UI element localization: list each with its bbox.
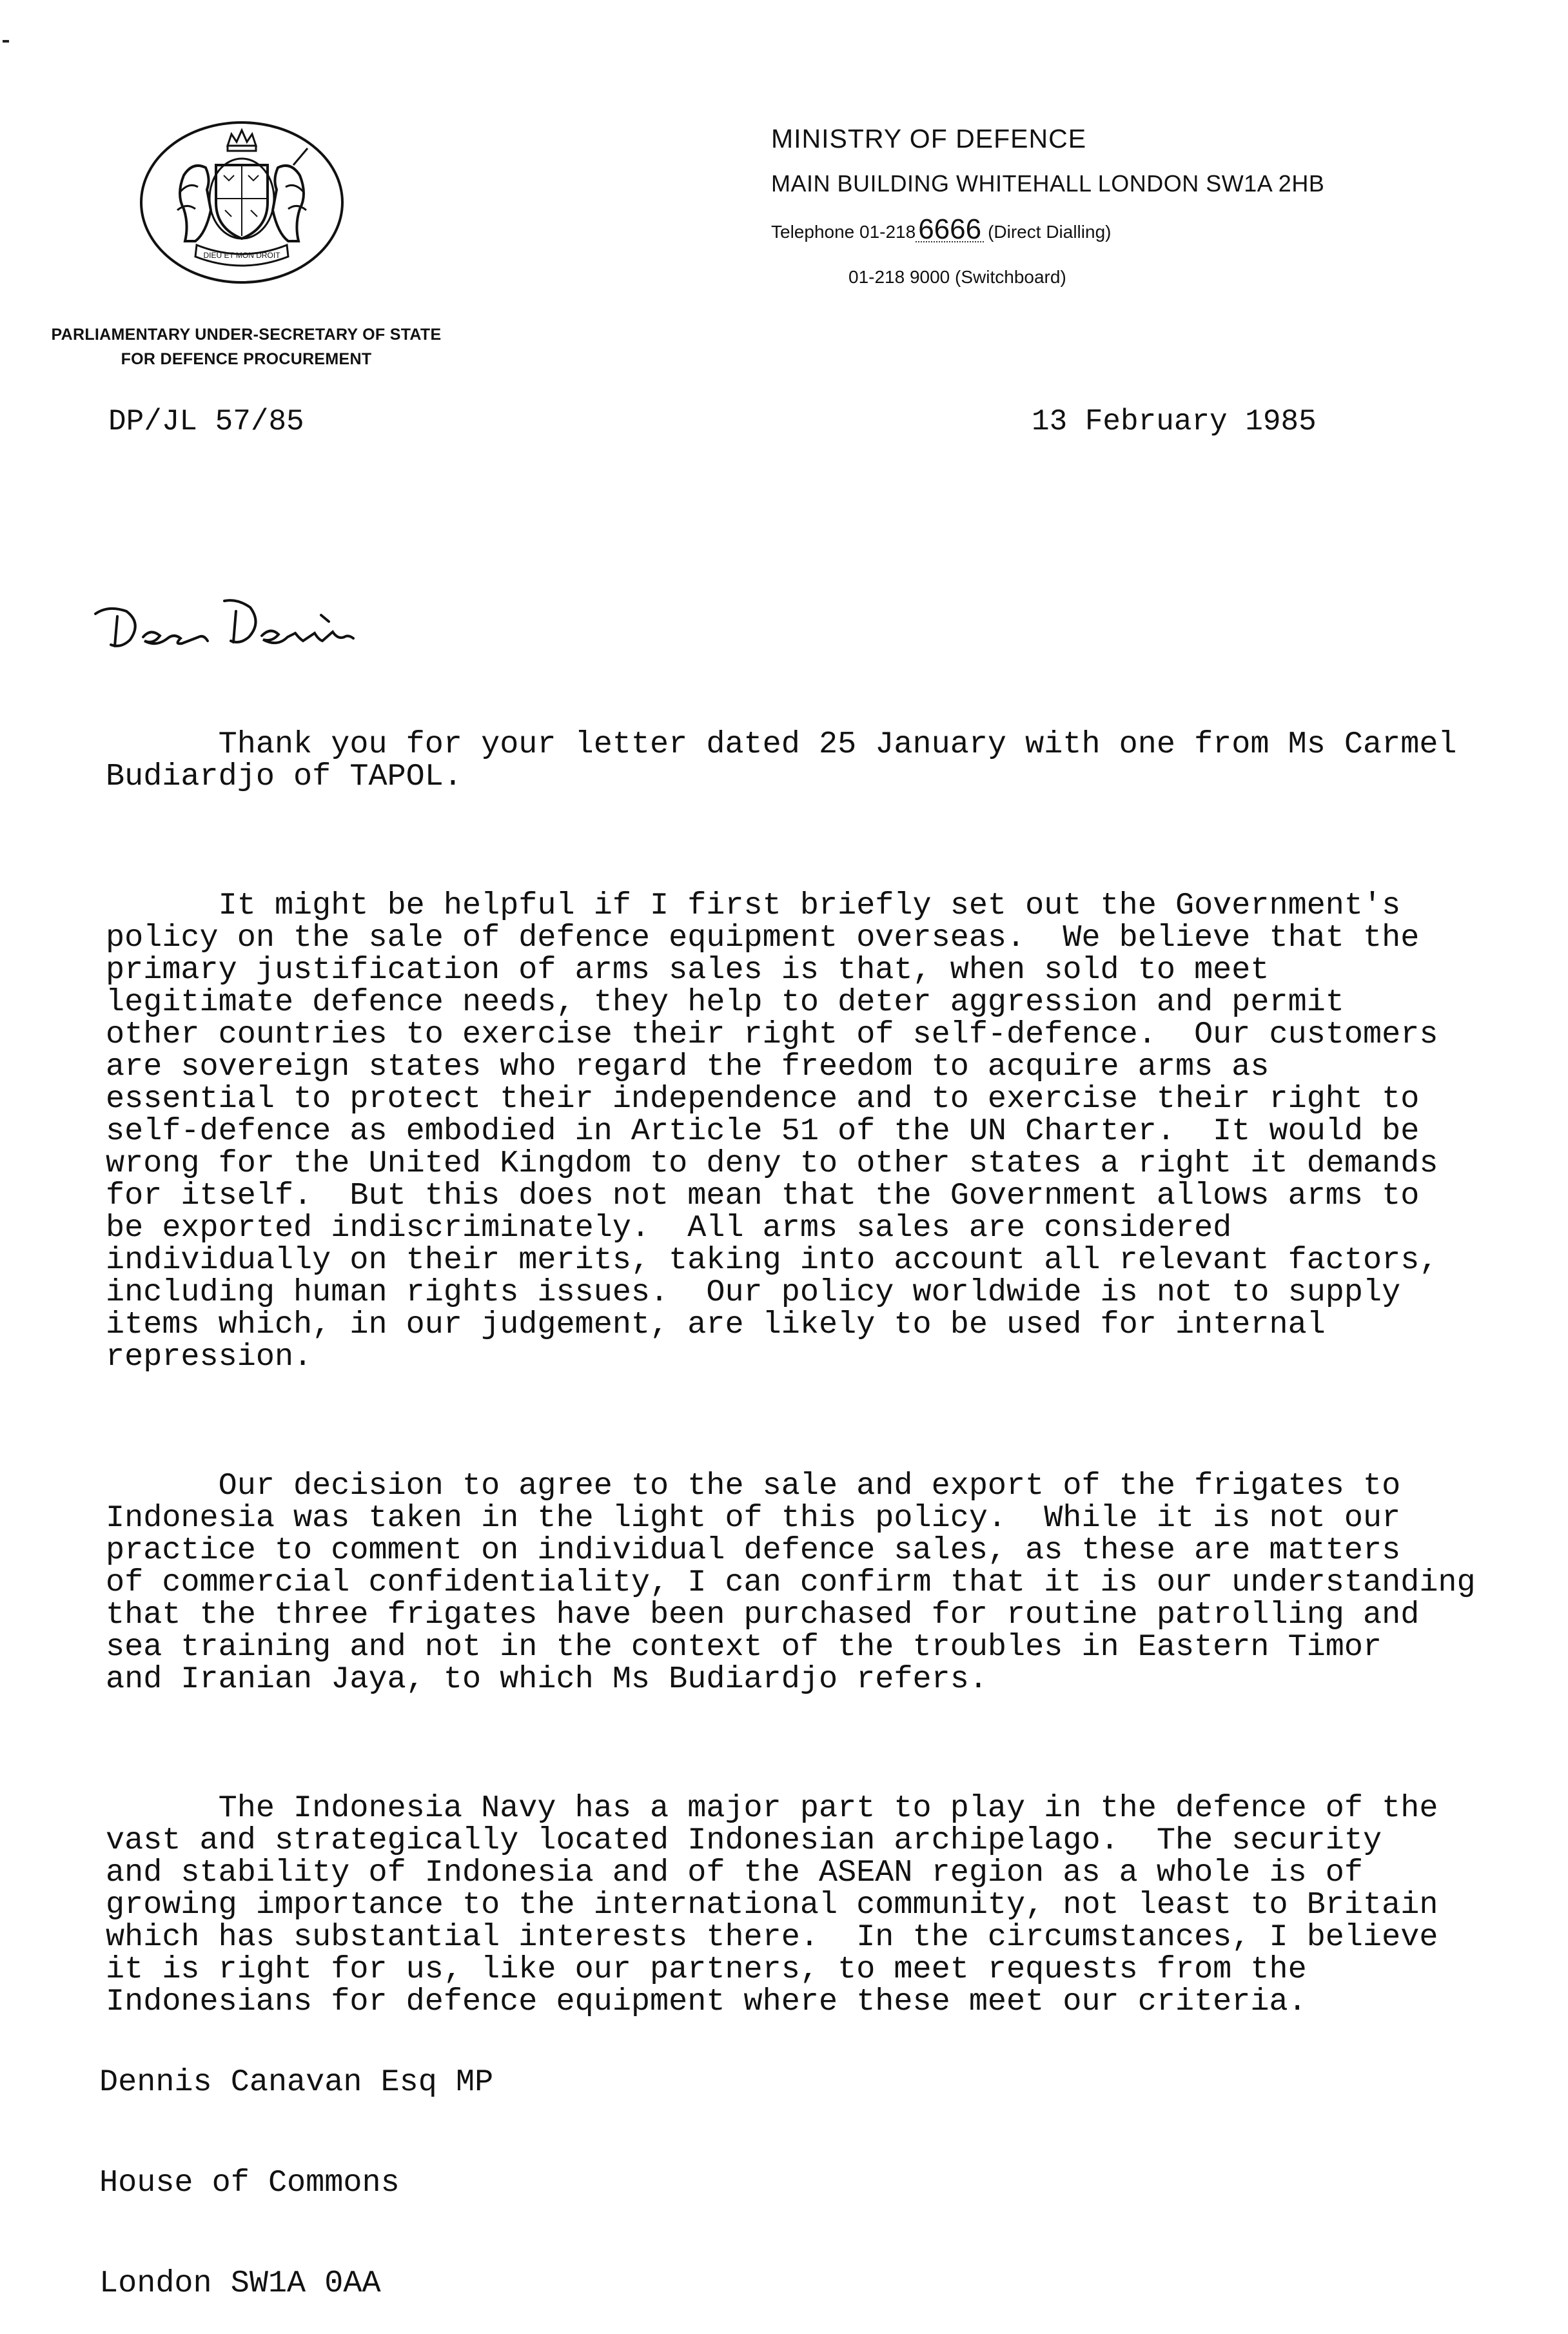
- crest-motto: DIEU ET MON DROIT: [203, 251, 280, 260]
- office-title-line2: FOR DEFENCE PROCUREMENT: [121, 350, 372, 368]
- paragraph-4: The Indonesia Navy has a major part to play in the defence of the vast and strategically located Indonesian archipelago. The security and stability of Indonesia and of the ASEAN region as a whole is of growing importance to the international community, not least to Britain which has substantial interests there. In the circumstances, I believe it is right for us, like our partners, to meet requests from the Indonesians for defence equipment where these meet our criteria.: [106, 1790, 1438, 2019]
- scan-mark: [3, 40, 9, 43]
- paragraph-2: It might be helpful if I first briefly set out the Government's policy on the sale of defence equipment overseas. We believe that the primary justification of arms sales is that, when sold to meet legitimate defence needs, they help to deter aggression and permit other countries to exercise their right of self-defence. Our customers are sovereign states who regard the freedom to acquire arms as essential to protect their independence and to exercise their right to self-defence as embodied in Article 51 of the UN Charter. It would be wrong for the United Kingdom to deny to other states a right it demands for itself. But this does not mean that the Government allows arms to be exported indiscriminately. All arms sales are considered individually on their merits, taking into account all relevant factors, including human rights issues. Our policy worldwide is not to supply items which, in our judgement, are likely to be used for internal repression.: [106, 888, 1438, 1375]
- reference-number: DP/JL 57/85: [108, 405, 304, 438]
- telephone-prefix: Telephone 01-218: [771, 222, 916, 242]
- telephone-line: [771, 213, 1112, 245]
- office-title-line1: PARLIAMENTARY UNDER-SECRETARY OF STATE: [51, 326, 442, 344]
- ministry-address: MAIN BUILDING WHITEHALL LONDON SW1A 2HB: [771, 170, 1325, 197]
- switchboard-number: 01-218 9000 (Switchboard): [848, 267, 1066, 287]
- telephone-suffix: (Direct Dialling): [988, 222, 1112, 242]
- recipient-line-3: London SW1A 0AA: [99, 2266, 381, 2301]
- recipient-line-1: Dennis Canavan Esq MP: [99, 2064, 494, 2100]
- royal-coat-of-arms-icon: [139, 120, 345, 285]
- letter-date: 13 February 1985: [1032, 405, 1317, 438]
- handwritten-salutation-icon: [89, 585, 424, 669]
- office-title: [8, 322, 485, 371]
- recipient-address: [99, 1999, 493, 2334]
- salutation-text: Dear Dennis: [89, 585, 93, 586]
- paragraph-3: Our decision to agree to the sale and export of the frigates to Indonesia was taken in the light of this policy. While it is not our practice to comment on individual defence sales, as these are matters of commercial confidentiality, I can confirm that it is our understanding that the three frigates have been purchased for routine patrolling and sea training and not in the context of the troubles in Eastern Timor and Iranian Jaya, to which Ms Budiardjo refers.: [106, 1468, 1476, 1697]
- telephone-extension: 6666: [918, 213, 982, 245]
- ministry-name: MINISTRY OF DEFENCE: [771, 124, 1087, 153]
- recipient-line-2: House of Commons: [99, 2165, 400, 2201]
- letter-body: [106, 664, 1524, 2083]
- paragraph-1: Thank you for your letter dated 25 January with one from Ms Carmel Budiardjo of TAPOL.: [106, 727, 1457, 794]
